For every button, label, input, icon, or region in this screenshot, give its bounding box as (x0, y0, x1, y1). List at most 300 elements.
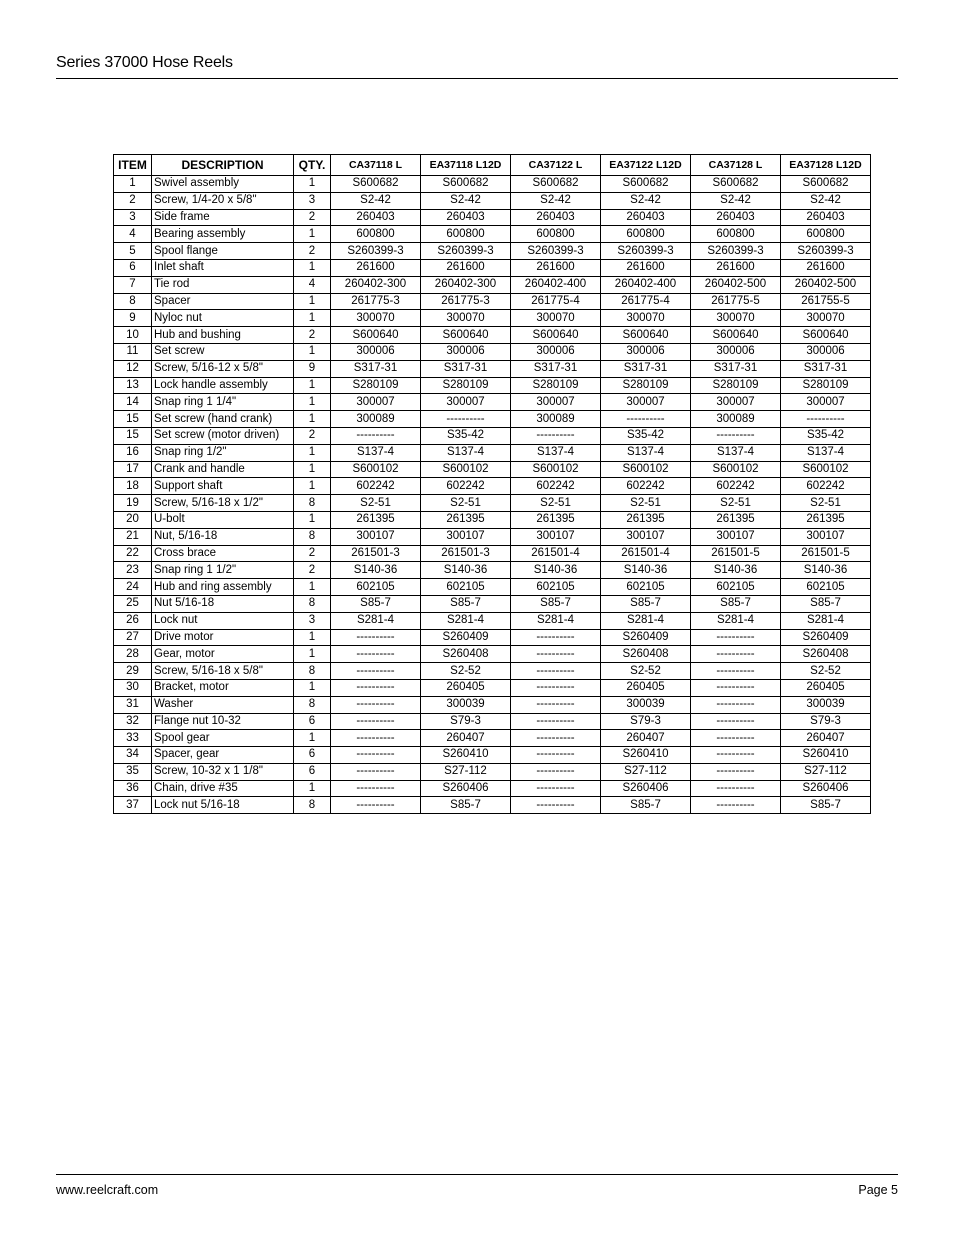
cell-ca37122: ---------- (511, 713, 601, 730)
cell-ea37118: S260408 (421, 646, 511, 663)
cell-ca37122: S137-4 (511, 444, 601, 461)
cell-ea37118: S280109 (421, 377, 511, 394)
cell-ea37128: 300039 (781, 696, 871, 713)
cell-ca37128: ---------- (691, 730, 781, 747)
cell-item: 13 (114, 377, 152, 394)
cell-ea37128: 260403 (781, 209, 871, 226)
cell-ea37128: S260406 (781, 780, 871, 797)
cell-description: Lock nut 5/16-18 (152, 797, 294, 814)
cell-ca37122: S600102 (511, 461, 601, 478)
table-row (114, 579, 871, 596)
table-row (114, 411, 871, 428)
cell-qty: 1 (294, 461, 331, 478)
cell-ca37122: ---------- (511, 696, 601, 713)
cell-description: Screw, 1/4-20 x 5/8" (152, 192, 294, 209)
cell-ea37128: S79-3 (781, 713, 871, 730)
cell-ea37128: 602105 (781, 579, 871, 596)
cell-ca37128: ---------- (691, 679, 781, 696)
cell-ea37118: S140-36 (421, 562, 511, 579)
cell-ea37128: S281-4 (781, 612, 871, 629)
cell-ea37122: S260406 (601, 780, 691, 797)
cell-ca37118: S2-42 (331, 192, 421, 209)
table-row (114, 629, 871, 646)
cell-ea37128: S600640 (781, 327, 871, 344)
cell-qty: 6 (294, 763, 331, 780)
table-row (114, 545, 871, 562)
cell-ca37128: ---------- (691, 780, 781, 797)
cell-qty: 1 (294, 310, 331, 327)
cell-item: 12 (114, 360, 152, 377)
cell-qty: 8 (294, 595, 331, 612)
cell-qty: 1 (294, 579, 331, 596)
cell-qty: 9 (294, 360, 331, 377)
table-row (114, 192, 871, 209)
table-row (114, 343, 871, 360)
cell-description: Spacer, gear (152, 747, 294, 764)
cell-ca37118: S260399-3 (331, 243, 421, 260)
cell-ca37118: ---------- (331, 713, 421, 730)
cell-ca37118: 300006 (331, 343, 421, 360)
cell-description: Set screw (hand crank) (152, 411, 294, 428)
cell-ca37118: ---------- (331, 663, 421, 680)
cell-description: Bearing assembly (152, 226, 294, 243)
cell-qty: 1 (294, 646, 331, 663)
cell-ca37122: 602242 (511, 478, 601, 495)
cell-description: Set screw (152, 343, 294, 360)
cell-item: 4 (114, 226, 152, 243)
cell-qty: 6 (294, 713, 331, 730)
cell-ea37118: S85-7 (421, 797, 511, 814)
cell-ca37122: ---------- (511, 629, 601, 646)
cell-description: Set screw (motor driven) (152, 427, 294, 444)
cell-ea37118: 602105 (421, 579, 511, 596)
column-header-ca37128: CA37128 L (691, 155, 781, 176)
cell-description: Tie rod (152, 276, 294, 293)
cell-item: 35 (114, 763, 152, 780)
cell-ca37128: 300089 (691, 411, 781, 428)
table-header-row (114, 155, 871, 176)
cell-ea37118: 261501-3 (421, 545, 511, 562)
cell-ca37128: ---------- (691, 427, 781, 444)
cell-description: Drive motor (152, 629, 294, 646)
cell-item: 28 (114, 646, 152, 663)
cell-ca37118: ---------- (331, 763, 421, 780)
cell-ca37122: ---------- (511, 663, 601, 680)
cell-ea37122: 260405 (601, 679, 691, 696)
cell-ea37128: S600102 (781, 461, 871, 478)
cell-ea37122: S281-4 (601, 612, 691, 629)
page-number: Page 5 (858, 1183, 898, 1197)
cell-qty: 1 (294, 293, 331, 310)
cell-ca37128: ---------- (691, 747, 781, 764)
website-link[interactable]: www.reelcraft.com (56, 1183, 159, 1197)
cell-description: Spool gear (152, 730, 294, 747)
cell-ca37122: ---------- (511, 797, 601, 814)
cell-ca37122: ---------- (511, 747, 601, 764)
cell-ca37118: S600640 (331, 327, 421, 344)
cell-item: 32 (114, 713, 152, 730)
cell-ca37128: S600682 (691, 176, 781, 193)
cell-ea37122: 260403 (601, 209, 691, 226)
cell-ea37118: 260403 (421, 209, 511, 226)
cell-ea37118: S600102 (421, 461, 511, 478)
cell-ca37122: ---------- (511, 780, 601, 797)
cell-ca37122: 300107 (511, 528, 601, 545)
cell-qty: 2 (294, 327, 331, 344)
cell-qty: 1 (294, 730, 331, 747)
cell-qty: 1 (294, 780, 331, 797)
cell-ea37122: 261600 (601, 259, 691, 276)
cell-qty: 8 (294, 797, 331, 814)
table-row (114, 394, 871, 411)
cell-ea37128: 300070 (781, 310, 871, 327)
cell-ca37128: 260402-500 (691, 276, 781, 293)
cell-qty: 1 (294, 629, 331, 646)
cell-ea37122: 602105 (601, 579, 691, 596)
cell-ea37128: S2-52 (781, 663, 871, 680)
cell-qty: 1 (294, 394, 331, 411)
cell-ea37128: 260407 (781, 730, 871, 747)
cell-ea37128: 602242 (781, 478, 871, 495)
cell-item: 15 (114, 411, 152, 428)
cell-ca37128: ---------- (691, 646, 781, 663)
cell-qty: 2 (294, 427, 331, 444)
cell-ea37128: S137-4 (781, 444, 871, 461)
cell-ea37122: S85-7 (601, 595, 691, 612)
cell-ea37128: 261600 (781, 259, 871, 276)
cell-ca37118: 260403 (331, 209, 421, 226)
cell-description: Snap ring 1 1/4" (152, 394, 294, 411)
cell-ea37122: S600682 (601, 176, 691, 193)
cell-ca37122: ---------- (511, 763, 601, 780)
cell-ca37128: 300007 (691, 394, 781, 411)
cell-ca37122: 260403 (511, 209, 601, 226)
cell-item: 18 (114, 478, 152, 495)
cell-qty: 2 (294, 243, 331, 260)
cell-item: 33 (114, 730, 152, 747)
table-row (114, 696, 871, 713)
cell-ca37118: 300007 (331, 394, 421, 411)
cell-ca37122: ---------- (511, 679, 601, 696)
cell-ea37118: S2-52 (421, 663, 511, 680)
cell-ca37128: S280109 (691, 377, 781, 394)
cell-description: Crank and handle (152, 461, 294, 478)
cell-ca37118: ---------- (331, 696, 421, 713)
cell-ca37118: 300070 (331, 310, 421, 327)
column-header-ca37122: CA37122 L (511, 155, 601, 176)
cell-ca37128: S2-42 (691, 192, 781, 209)
cell-item: 21 (114, 528, 152, 545)
cell-ca37128: S281-4 (691, 612, 781, 629)
cell-description: Snap ring 1/2" (152, 444, 294, 461)
cell-ea37118: 300070 (421, 310, 511, 327)
cell-description: Chain, drive #35 (152, 780, 294, 797)
cell-ca37128: ---------- (691, 763, 781, 780)
cell-description: Spacer (152, 293, 294, 310)
cell-qty: 1 (294, 679, 331, 696)
table-row (114, 730, 871, 747)
cell-ca37118: 261395 (331, 511, 421, 528)
cell-description: Gear, motor (152, 646, 294, 663)
cell-ca37118: S137-4 (331, 444, 421, 461)
cell-description: Side frame (152, 209, 294, 226)
cell-item: 25 (114, 595, 152, 612)
cell-ca37128: S260399-3 (691, 243, 781, 260)
cell-ea37122: 260407 (601, 730, 691, 747)
cell-ea37128: S140-36 (781, 562, 871, 579)
cell-ca37118: 602105 (331, 579, 421, 596)
cell-ea37128: 261755-5 (781, 293, 871, 310)
cell-description: Screw, 5/16-18 x 1/2" (152, 495, 294, 512)
cell-qty: 1 (294, 259, 331, 276)
cell-ca37118: 602242 (331, 478, 421, 495)
cell-ca37128: 600800 (691, 226, 781, 243)
cell-ca37128: S140-36 (691, 562, 781, 579)
cell-ca37128: 260403 (691, 209, 781, 226)
cell-ca37122: ---------- (511, 427, 601, 444)
cell-ea37122: 602242 (601, 478, 691, 495)
cell-ea37128: S85-7 (781, 595, 871, 612)
cell-ea37118: S79-3 (421, 713, 511, 730)
cell-item: 2 (114, 192, 152, 209)
cell-ca37128: 261775-5 (691, 293, 781, 310)
cell-item: 24 (114, 579, 152, 596)
cell-ea37128: S35-42 (781, 427, 871, 444)
table-row (114, 243, 871, 260)
cell-ca37128: 261395 (691, 511, 781, 528)
cell-item: 23 (114, 562, 152, 579)
cell-ca37122: 300089 (511, 411, 601, 428)
cell-ea37122: S35-42 (601, 427, 691, 444)
cell-ea37128: 260405 (781, 679, 871, 696)
cell-ca37122: S2-42 (511, 192, 601, 209)
cell-ea37128: 300007 (781, 394, 871, 411)
column-header-ea37128: EA37128 L12D (781, 155, 871, 176)
cell-qty: 8 (294, 663, 331, 680)
cell-ea37118: 600800 (421, 226, 511, 243)
cell-description: Nyloc nut (152, 310, 294, 327)
cell-item: 34 (114, 747, 152, 764)
cell-ca37128: S600102 (691, 461, 781, 478)
cell-ea37122: S79-3 (601, 713, 691, 730)
cell-ea37122: S260399-3 (601, 243, 691, 260)
cell-ca37122: S2-51 (511, 495, 601, 512)
table-row (114, 377, 871, 394)
cell-ea37118: S27-112 (421, 763, 511, 780)
table-row (114, 780, 871, 797)
cell-ea37118: S2-42 (421, 192, 511, 209)
cell-ca37128: ---------- (691, 663, 781, 680)
cell-item: 20 (114, 511, 152, 528)
cell-ea37122: S260408 (601, 646, 691, 663)
cell-ea37118: S260406 (421, 780, 511, 797)
cell-item: 1 (114, 176, 152, 193)
cell-qty: 1 (294, 377, 331, 394)
cell-ea37118: S600640 (421, 327, 511, 344)
cell-ca37118: S140-36 (331, 562, 421, 579)
cell-description: Hub and bushing (152, 327, 294, 344)
cell-ca37118: S2-51 (331, 495, 421, 512)
cell-ea37118: 602242 (421, 478, 511, 495)
cell-ea37122: 300070 (601, 310, 691, 327)
cell-ca37128: S317-31 (691, 360, 781, 377)
table-row (114, 327, 871, 344)
cell-ea37122: S27-112 (601, 763, 691, 780)
cell-item: 15 (114, 427, 152, 444)
cell-ea37122: S2-42 (601, 192, 691, 209)
cell-description: Cross brace (152, 545, 294, 562)
cell-ea37118: 261600 (421, 259, 511, 276)
cell-ca37118: 300089 (331, 411, 421, 428)
table-row (114, 444, 871, 461)
cell-qty: 8 (294, 696, 331, 713)
cell-item: 19 (114, 495, 152, 512)
cell-ca37128: 602105 (691, 579, 781, 596)
cell-ca37122: 300070 (511, 310, 601, 327)
parts-table (113, 154, 871, 814)
cell-ca37128: 300006 (691, 343, 781, 360)
cell-item: 10 (114, 327, 152, 344)
cell-ea37128: S27-112 (781, 763, 871, 780)
cell-ea37118: S260399-3 (421, 243, 511, 260)
cell-ea37118: 300006 (421, 343, 511, 360)
cell-ea37118: S137-4 (421, 444, 511, 461)
cell-ca37128: ---------- (691, 797, 781, 814)
cell-ea37122: ---------- (601, 411, 691, 428)
cell-qty: 3 (294, 192, 331, 209)
cell-ca37122: ---------- (511, 646, 601, 663)
cell-ea37118: 300039 (421, 696, 511, 713)
cell-ca37118: S281-4 (331, 612, 421, 629)
table-row (114, 259, 871, 276)
table-row (114, 495, 871, 512)
page-footer (56, 1174, 898, 1198)
table-row (114, 293, 871, 310)
cell-ea37118: S260410 (421, 747, 511, 764)
cell-ea37122: 600800 (601, 226, 691, 243)
table-row (114, 310, 871, 327)
column-header-ca37118: CA37118 L (331, 155, 421, 176)
cell-ca37128: 300070 (691, 310, 781, 327)
cell-ca37118: S600102 (331, 461, 421, 478)
cell-description: Flange nut 10-32 (152, 713, 294, 730)
cell-ca37122: S280109 (511, 377, 601, 394)
cell-ca37118: S317-31 (331, 360, 421, 377)
cell-ca37128: ---------- (691, 696, 781, 713)
cell-ca37122: 300006 (511, 343, 601, 360)
cell-ea37118: S600682 (421, 176, 511, 193)
cell-ca37118: ---------- (331, 780, 421, 797)
cell-ca37128: 602242 (691, 478, 781, 495)
table-row (114, 461, 871, 478)
cell-ca37128: S85-7 (691, 595, 781, 612)
cell-ca37118: S600682 (331, 176, 421, 193)
table-row (114, 427, 871, 444)
page-title: Series 37000 Hose Reels (56, 54, 233, 71)
cell-description: Inlet shaft (152, 259, 294, 276)
table-row (114, 763, 871, 780)
table-row (114, 511, 871, 528)
cell-item: 11 (114, 343, 152, 360)
cell-item: 9 (114, 310, 152, 327)
cell-ca37118: ---------- (331, 629, 421, 646)
cell-ca37122: S260399-3 (511, 243, 601, 260)
cell-ca37118: ---------- (331, 747, 421, 764)
cell-ea37118: S2-51 (421, 495, 511, 512)
cell-description: Lock handle assembly (152, 377, 294, 394)
cell-item: 29 (114, 663, 152, 680)
cell-ea37118: 300007 (421, 394, 511, 411)
cell-description: Screw, 10-32 x 1 1/8" (152, 763, 294, 780)
cell-ea37122: 300007 (601, 394, 691, 411)
cell-description: Lock nut (152, 612, 294, 629)
cell-ea37122: 261501-4 (601, 545, 691, 562)
cell-qty: 1 (294, 444, 331, 461)
cell-item: 5 (114, 243, 152, 260)
cell-qty: 8 (294, 528, 331, 545)
cell-ca37118: ---------- (331, 427, 421, 444)
cell-ca37118: ---------- (331, 797, 421, 814)
cell-qty: 1 (294, 411, 331, 428)
cell-description: Screw, 5/16-18 x 5/8" (152, 663, 294, 680)
cell-ca37128: S2-51 (691, 495, 781, 512)
table-row (114, 679, 871, 696)
cell-ca37122: 602105 (511, 579, 601, 596)
cell-ea37122: S600640 (601, 327, 691, 344)
page-header (56, 53, 898, 79)
cell-ca37118: 600800 (331, 226, 421, 243)
cell-qty: 1 (294, 343, 331, 360)
cell-item: 3 (114, 209, 152, 226)
cell-ea37128: S260399-3 (781, 243, 871, 260)
cell-description: Nut 5/16-18 (152, 595, 294, 612)
cell-ea37128: S317-31 (781, 360, 871, 377)
cell-qty: 2 (294, 209, 331, 226)
cell-description: Hub and ring assembly (152, 579, 294, 596)
table-row (114, 747, 871, 764)
cell-ea37128: S2-42 (781, 192, 871, 209)
cell-ea37118: 261775-3 (421, 293, 511, 310)
cell-ea37128: S260410 (781, 747, 871, 764)
cell-item: 22 (114, 545, 152, 562)
cell-ea37122: S140-36 (601, 562, 691, 579)
cell-item: 31 (114, 696, 152, 713)
cell-ca37122: S600682 (511, 176, 601, 193)
cell-ea37122: S260410 (601, 747, 691, 764)
cell-ea37128: S2-51 (781, 495, 871, 512)
cell-ea37122: S85-7 (601, 797, 691, 814)
cell-ea37118: 260405 (421, 679, 511, 696)
column-header-ea37118: EA37118 L12D (421, 155, 511, 176)
cell-ea37128: 260402-500 (781, 276, 871, 293)
cell-ca37118: 300107 (331, 528, 421, 545)
cell-qty: 4 (294, 276, 331, 293)
cell-ca37122: 600800 (511, 226, 601, 243)
cell-item: 17 (114, 461, 152, 478)
cell-ea37128: 261395 (781, 511, 871, 528)
cell-ca37118: ---------- (331, 646, 421, 663)
cell-ea37118: 260407 (421, 730, 511, 747)
cell-ea37122: S317-31 (601, 360, 691, 377)
cell-description: Snap ring 1 1/2" (152, 562, 294, 579)
cell-item: 6 (114, 259, 152, 276)
cell-qty: 1 (294, 478, 331, 495)
cell-ea37118: ---------- (421, 411, 511, 428)
table-row (114, 612, 871, 629)
cell-ea37128: S85-7 (781, 797, 871, 814)
cell-ca37118: ---------- (331, 679, 421, 696)
cell-ca37122: S317-31 (511, 360, 601, 377)
